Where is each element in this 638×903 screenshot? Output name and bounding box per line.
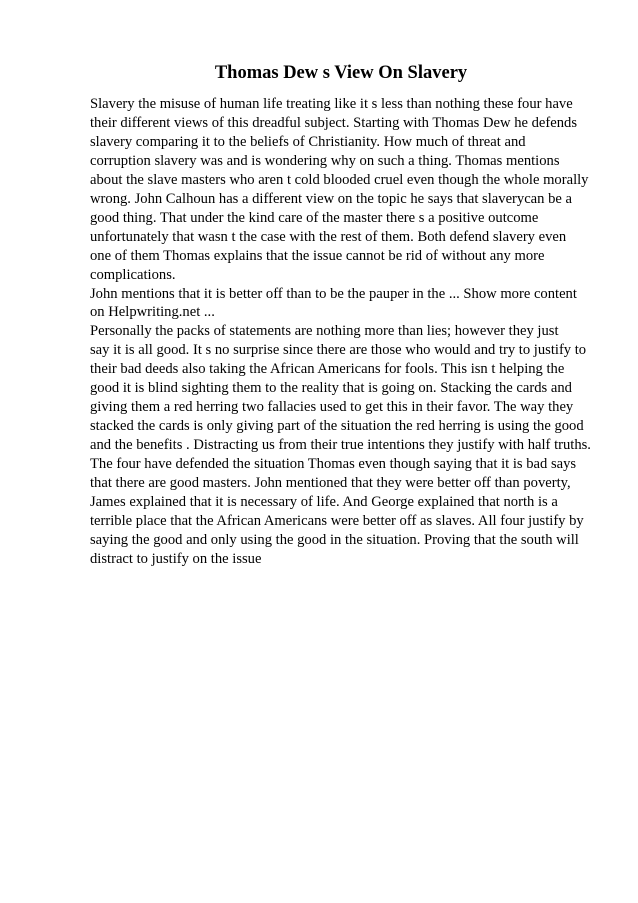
body-line: saying the good and only using the good in the situation. Proving that the south will [90, 531, 579, 548]
body-line: and the benefits . Distracting us from their true intentions they justify with half truths. [90, 437, 591, 454]
body-line: on Helpwriting.net ... [90, 304, 215, 321]
body-line: their different views of this dreadful subject. Starting with Thomas Dew he defends [90, 114, 578, 131]
document-body [90, 95, 600, 569]
body-line: The four have defended the situation Thomas even though saying that it is bad says [90, 456, 577, 473]
body-line: John mentions that it is better off than to be the pauper in the ... Show more content [90, 285, 577, 302]
body-line: Slavery the misuse of human life treating like it s less than nothing these four have [90, 96, 573, 112]
body-line: wrong. John Calhoun has a different view on the topic he says that slaverycan be a [90, 190, 572, 207]
body-line: stacked the cards is only giving part of the situation the red herring is using the good [90, 418, 584, 435]
body-line: distract to justify on the issue [90, 550, 262, 567]
body-line: complications. [90, 266, 176, 283]
body-line: one of them Thomas explains that the issue cannot be rid of without any more [90, 247, 545, 264]
body-line: good it is blind sighting them to the reality that is going on. Stacking the cards and [90, 380, 572, 397]
body-line: unfortunately that wasn t the case with the rest of them. Both defend slavery even [90, 228, 567, 245]
body-line: about the slave masters who aren t cold blooded cruel even though the whole morally [90, 171, 589, 188]
body-line: corruption slavery was and is wondering why on such a thing. Thomas mentions [90, 152, 560, 169]
body-line: terrible place that the African Americans were better off as slaves. All four justify by [90, 512, 584, 529]
body-line: slavery comparing it to the beliefs of Christianity. How much of threat and [90, 133, 526, 150]
body-line: that there are good masters. John mentioned that they were better off than poverty, [90, 475, 571, 492]
body-line: Personally the packs of statements are nothing more than lies; however they just [90, 323, 559, 340]
body-line: giving them a red herring two fallacies used to get this in their favor. The way they [90, 399, 574, 416]
body-line: good thing. That under the kind care of the master there s a positive outcome [90, 209, 539, 226]
body-line: their bad deeds also taking the African Americans for fools. This isn t helping the [90, 361, 565, 378]
body-line: James explained that it is necessary of life. And George explained that north is a [90, 494, 558, 511]
document-title: Thomas Dew s View On Slavery [214, 63, 468, 83]
body-line: say it is all good. It s no surprise since there are those who would and try to justify to [90, 342, 587, 359]
